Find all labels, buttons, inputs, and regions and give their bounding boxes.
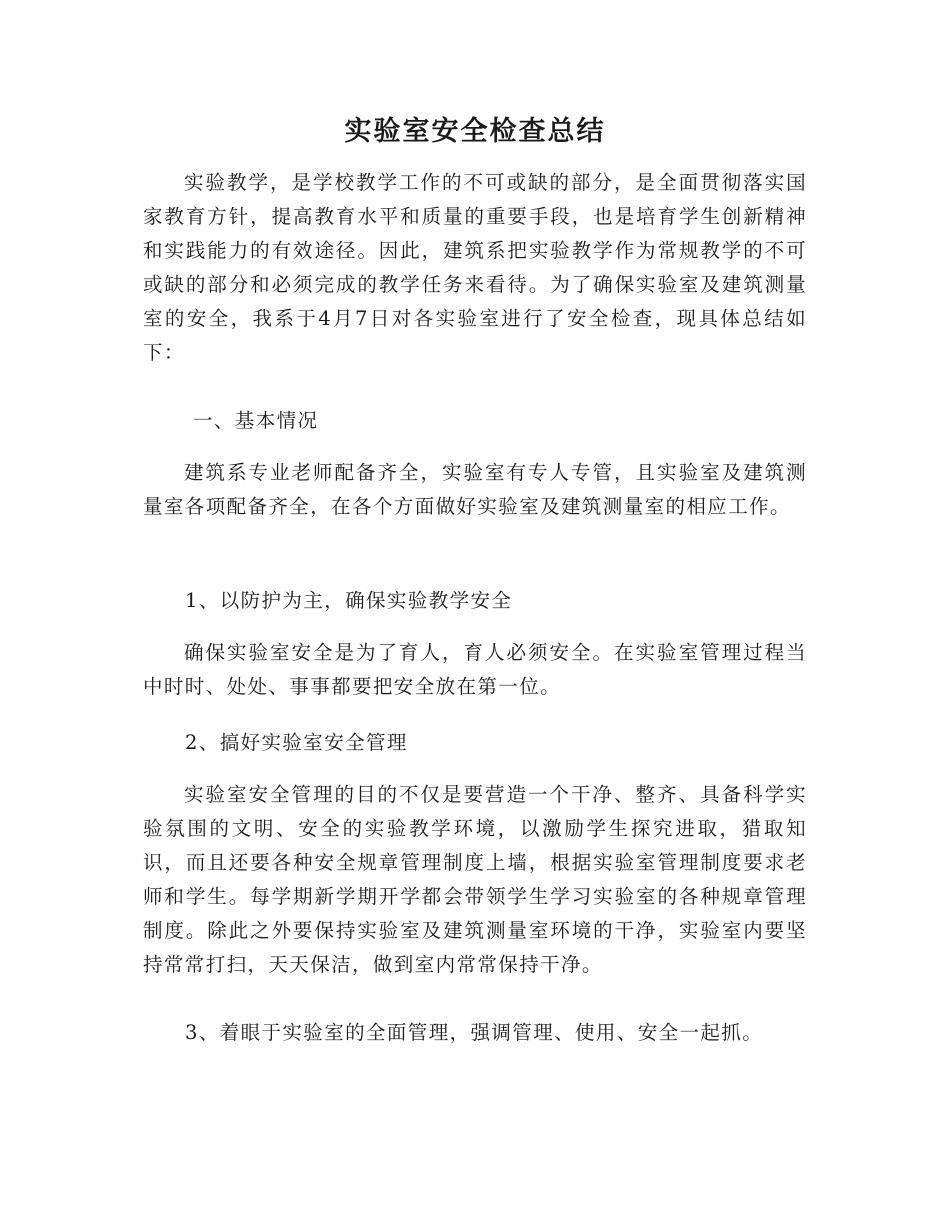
item-heading-full-management: 3、着眼于实验室的全面管理，强调管理、使用、安全一起抓。: [185, 1021, 764, 1044]
section-heading-basic-situation: 一、基本情况: [193, 409, 319, 432]
intro-paragraph: 实验教学，是学校教学工作的不可或缺的部分，是全面贯彻落实国家教育方针，提高教育水平和质量的重要手段，也是培育学生创新精神和实践能力的有效途径。因此，建筑系把实验教学作为常规教学的不可或缺的部分和必须完成的教学任务来看待。为了确保实验室及建筑测量室的安全，我系于4月7日对各实验室进行了安全检查，现具体总结如下：: [143, 171, 807, 364]
item-heading-protection: 1、以防护为主，确保实验教学安全: [185, 589, 513, 612]
item-protection-paragraph: 确保实验室安全是为了育人，育人必须安全。在实验室管理过程当中时时、处处、事事都要把安全放在第一位。: [143, 641, 807, 698]
item-heading-safety-management: 2、搞好实验室安全管理: [185, 731, 408, 754]
document-title: 实验室安全检查总结: [344, 116, 606, 147]
section-basic-situation-paragraph: 建筑系专业老师配备齐全，实验室有专人专管，且实验室及建筑测量室各项配备齐全，在各个方面做好实验室及建筑测量室的相应工作。: [143, 461, 807, 518]
item-safety-management-paragraph: 实验室安全管理的目的不仅是要营造一个干净、整齐、具备科学实验氛围的文明、安全的实验教学环境，以激励学生探究进取，猎取知识，而且还要各种安全规章管理制度上墙，根据实验室管理制度要求老师和学生。每学期新学期开学都会带领学生学习实验室的各种规章管理制度。除此之外要保持实验室及建筑测量室环境的干净，实验室内要坚持常常打扫，天天保洁，做到室内常常保持干净。: [143, 783, 807, 976]
